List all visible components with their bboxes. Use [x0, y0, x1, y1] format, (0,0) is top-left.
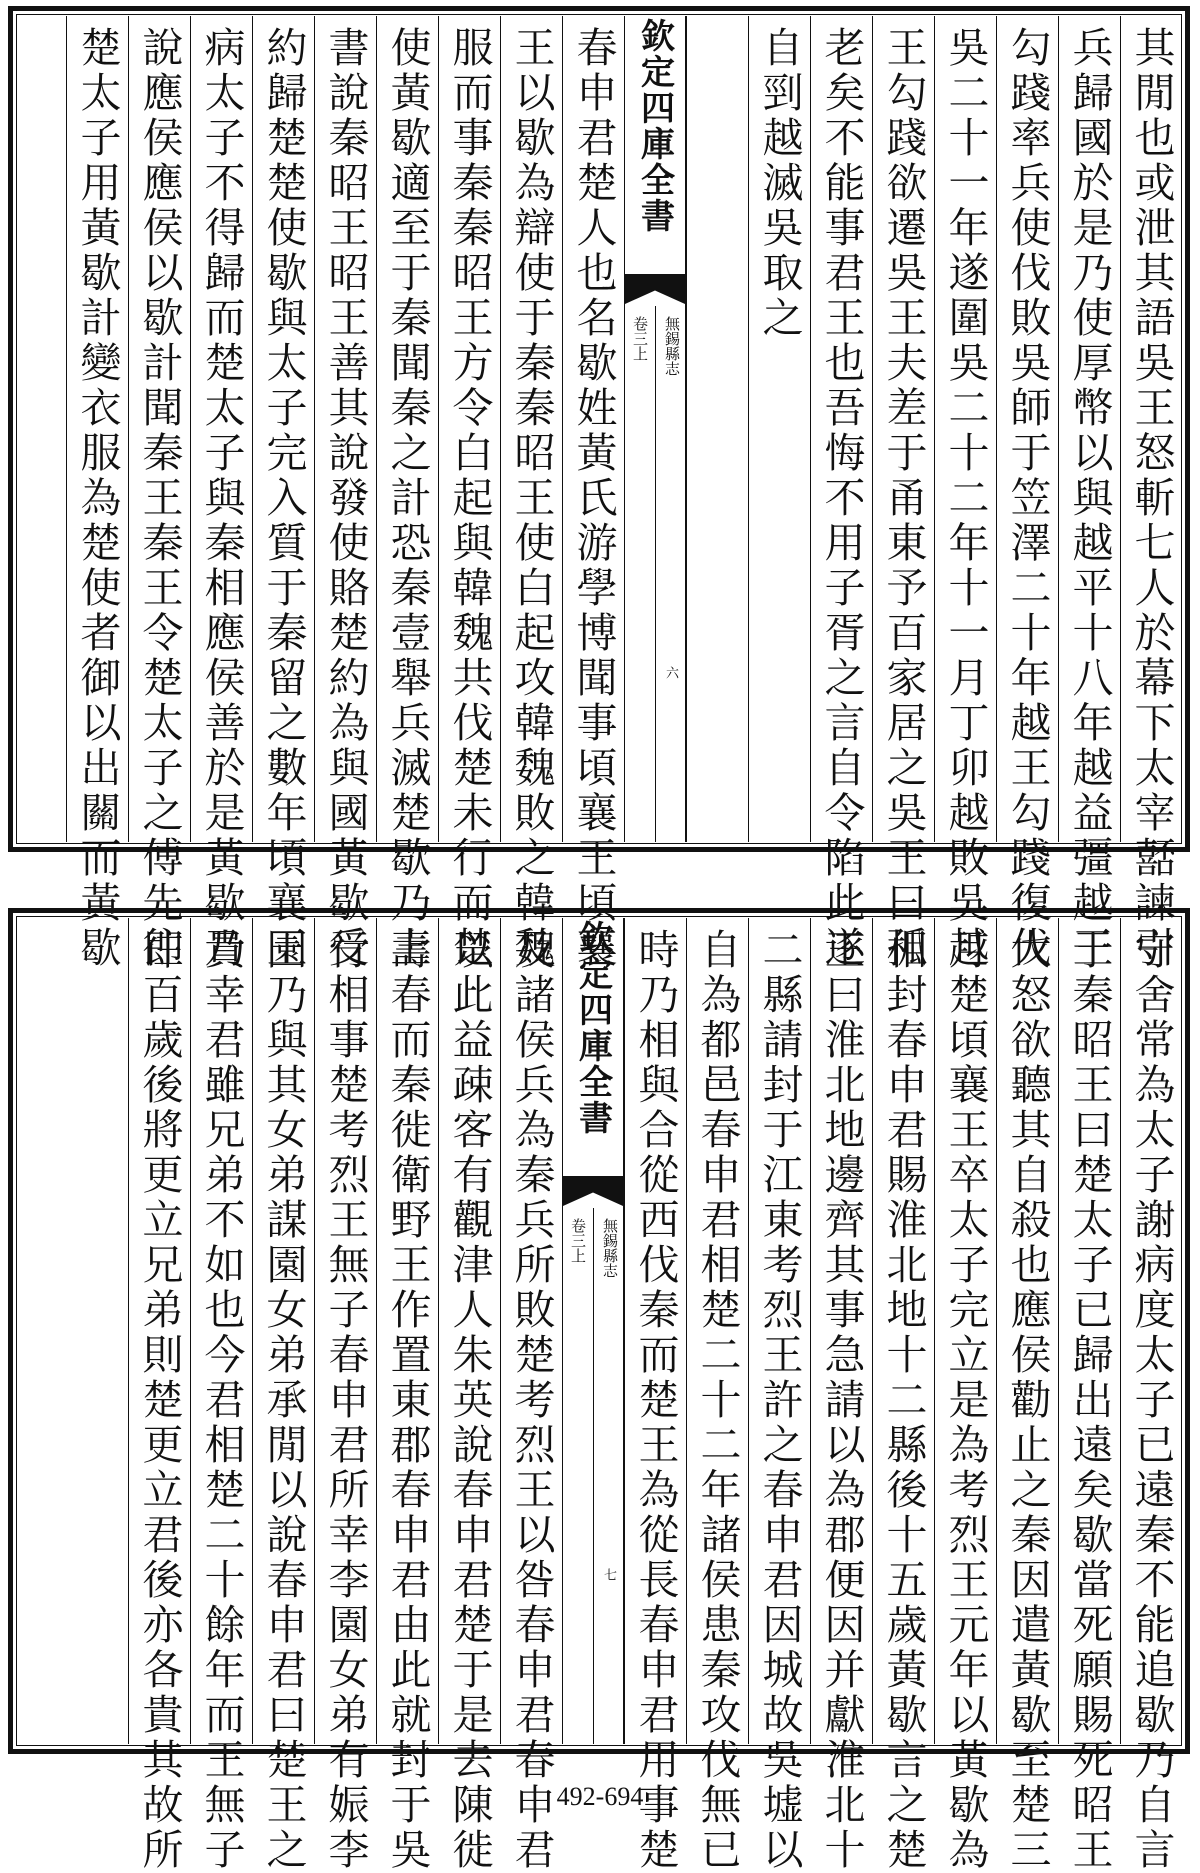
upper-text-column	[996, 16, 1058, 971]
upper-text-column	[748, 16, 810, 842]
fold-page-number: 六	[663, 666, 678, 679]
lower-text-column	[934, 918, 996, 1873]
column-text: 王以歇為辯使于秦秦昭王使白起攻韓魏敗之韓魏	[507, 26, 556, 971]
lower-fold-center	[562, 918, 624, 1744]
column-text: 其閒也或泄其語吳王怒斬七人於幕下太宰嚭諫引	[1127, 26, 1176, 971]
upper-text-column	[128, 16, 190, 971]
lower-text-column	[872, 918, 934, 1873]
fold-header-text: 欽定四庫全書	[634, 18, 675, 234]
upper-page	[8, 6, 1190, 971]
upper-text-column	[66, 16, 128, 971]
upper-text-column	[438, 16, 500, 971]
column-text: 月楚頃襄王卒太子完立是為考烈王元年以黃歇為	[941, 928, 990, 1873]
fold-volume: 卷三上	[569, 1218, 587, 1263]
column-text: 貴幸君雖兄弟不如也今君相楚二十餘年而王無子	[197, 928, 246, 1873]
column-text: 楚太子用黃歇計變衣服為楚使者御以出關而黃歇	[73, 26, 122, 971]
lower-text-column	[748, 918, 810, 1873]
lower-text-column	[996, 918, 1058, 1873]
upper-text-column	[314, 16, 376, 971]
lower-text-column	[624, 918, 686, 1873]
upper-text-column	[810, 16, 872, 971]
column-text: 春申君楚人也名歇姓黃氏游學博聞事頃襄王頃襄	[569, 26, 618, 971]
lower-text-column	[810, 918, 872, 1873]
column-text: 書說秦昭王昭王善其說發使賂楚約為與國黃歇受	[321, 26, 370, 971]
fold-subtitle: 無錫縣志	[601, 1218, 619, 1278]
column-text: 勾踐率兵使伐敗吳師于笠澤二十年越王勾踐復伐	[1003, 26, 1052, 971]
column-text: 及諸侯兵為秦兵所敗楚考烈王以咎春申君春申君	[507, 928, 556, 1873]
column-text: 吳二十一年遂圍吳二十二年十一月丁卯越敗吳越	[941, 26, 990, 971]
lower-text-column	[190, 918, 252, 1873]
column-text: 王曰淮北地邊齊其事急請以為郡便因并獻淮北十	[817, 928, 866, 1873]
fold-header-text: 欽定四庫全書	[572, 920, 613, 1136]
lower-text-column	[1120, 918, 1182, 1873]
fold-header	[625, 18, 685, 234]
column-text: 二縣請封于江東考烈王許之春申君因城故吳墟以	[755, 928, 804, 1873]
upper-text-column	[500, 16, 562, 971]
lower-text-column	[438, 918, 500, 1873]
fold-header	[563, 920, 623, 1136]
column-text: 老矣不能事君王也吾悔不用子胥之言自令陷此遂	[817, 26, 866, 971]
fishtail-mark-icon	[625, 274, 685, 304]
fold-page-number: 七	[601, 1568, 616, 1581]
column-text: 約歸楚楚使歇與太子完入質于秦留之數年頃襄王	[259, 26, 308, 971]
fold-subtitle: 無錫縣志	[663, 316, 681, 376]
column-text: 說應侯應侯以歇計聞秦王秦王令楚太子之傅先往	[135, 26, 184, 971]
upper-text-column	[686, 16, 748, 842]
upper-text-column	[1120, 16, 1182, 971]
fold-divider	[655, 306, 656, 842]
upper-text-column	[252, 16, 314, 971]
lower-text-column	[376, 918, 438, 1873]
column-text: 相封春申君賜淮北地十二縣後十五歲黃歇言之楚	[879, 928, 928, 1873]
upper-text-column	[1058, 16, 1120, 971]
column-text: 兵歸國於是乃使厚幣以與越平十八年越益彊越王	[1065, 26, 1114, 971]
column-text: 大怒欲聽其自殺也應侯勸止之秦因遣黃歇至楚三	[1003, 928, 1052, 1873]
footer-page-number: 492-694	[556, 1782, 644, 1811]
fold-volume: 卷三上	[631, 316, 649, 361]
fold-divider	[593, 1208, 594, 1744]
column-text: 守舍常為太子謝病度太子已遠秦不能追歇乃自言	[1127, 928, 1176, 1873]
lower-text-column	[314, 918, 376, 1873]
column-text: 即百歲後將更立兄弟則楚更立君後亦各貴其故所	[135, 928, 184, 1873]
lower-text-column	[500, 918, 562, 1873]
lower-text-column	[128, 918, 190, 1873]
upper-text-column	[562, 16, 624, 971]
column-text: 服而事秦秦昭王方令白起與韓魏共伐楚未行而楚	[445, 26, 494, 971]
upper-text-column	[934, 16, 996, 971]
column-text: 使黃歇適至于秦聞秦之計恐秦壹舉兵滅楚歇乃上	[383, 26, 432, 971]
lower-text-column	[686, 918, 748, 1873]
upper-text-column	[872, 16, 934, 971]
lower-text-column	[1058, 918, 1120, 1873]
column-text: 壽春而秦徙衛野王作置東郡春申君由此就封于吳	[383, 928, 432, 1873]
lower-text-column	[252, 918, 314, 1873]
column-text: 行相事楚考烈王無子春申君所幸李園女弟有娠李	[321, 928, 370, 1873]
upper-text-column	[376, 16, 438, 971]
column-text: 自剄越滅吳取之	[755, 26, 804, 341]
column-text: 以此益疎客有觀津人朱英說春申君楚于是去陳徙	[445, 928, 494, 1873]
column-text: 王勾踐欲遷吳王夫差于甬東予百家居之吳王曰孤	[879, 26, 928, 971]
column-text: 園乃與其女弟謀園女弟承閒以說春申君曰楚王之	[259, 928, 308, 1873]
column-text: 自為都邑春申君相楚二十二年諸侯患秦攻伐無已	[693, 928, 742, 1873]
column-text: 時乃相與合從西伐秦而楚王為從長春申君用事楚	[631, 928, 680, 1873]
fishtail-mark-icon	[563, 1176, 623, 1206]
upper-fold-center	[624, 16, 686, 842]
column-text: 病太子不得歸而楚太子與秦相應侯善於是黃歇乃	[197, 26, 246, 971]
upper-text-column	[190, 16, 252, 971]
column-text: 于秦昭王曰楚太子已歸出遠矣歇當死願賜死昭王	[1065, 928, 1114, 1873]
